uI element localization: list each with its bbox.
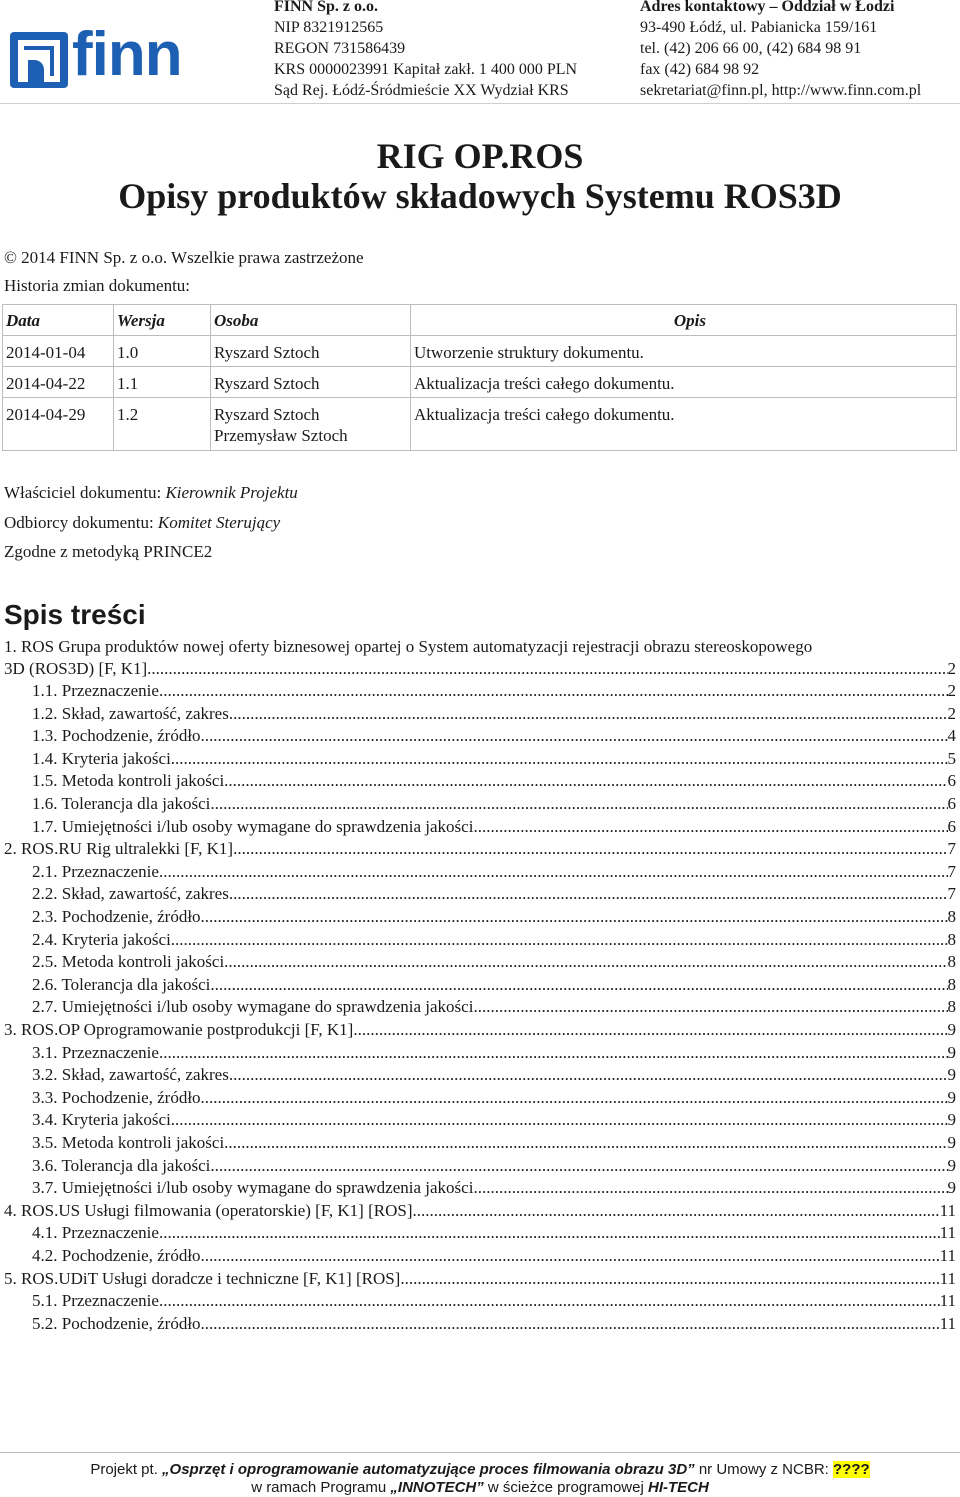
toc-leader-dots (171, 1109, 948, 1131)
toc-leader-dots (224, 1132, 947, 1154)
document-title: RIG OP.ROS (376, 136, 584, 176)
toc-entry-label: 1.6. Tolerancja dla jakości (32, 794, 211, 813)
toc-leader-dots (224, 951, 947, 973)
contact-details (640, 0, 921, 101)
toc-entry[interactable] (32, 725, 956, 747)
toc-entry-label: 1.4. Kryteria jakości (32, 749, 171, 768)
row-version: 1.0 (114, 336, 211, 367)
row-version: 1.1 (114, 367, 211, 398)
toc-entry[interactable] (32, 883, 956, 905)
toc-entry[interactable] (32, 1087, 956, 1109)
history-table (2, 304, 957, 451)
toc-entry-label: 1.1. Przeznaczenie (32, 681, 159, 700)
toc-page-number: 2 (947, 659, 956, 678)
toc-page-number: 8 (947, 952, 956, 971)
toc-leader-dots (229, 883, 948, 905)
toc-entry-label: 4. ROS.US Usługi filmowania (operatorskie) [F, K1] [ROS] (4, 1201, 413, 1220)
row-person (211, 398, 411, 451)
toc-entry[interactable] (32, 1155, 956, 1177)
toc-leader-dots (159, 1222, 940, 1244)
toc-leader-dots (171, 929, 948, 951)
footer-line-2 (0, 1478, 960, 1497)
recipients-value: Komitet Sterujący (157, 513, 281, 532)
toc-page-number: 9 (947, 1020, 956, 1039)
company-court: Sąd Rej. Łódź-Śródmieście XX Wydział KRS (274, 82, 569, 99)
row-person: Ryszard Sztoch (211, 367, 411, 398)
toc-leader-dots (210, 1155, 947, 1177)
footer-contract-label: nr Umowy z NCBR: (694, 1461, 834, 1478)
toc-leader-dots (159, 1290, 940, 1312)
toc-page-number: 9 (947, 1133, 956, 1152)
toc-page-number: 11 (939, 1291, 956, 1310)
toc-entry-label: 2.5. Metoda kontroli jakości (32, 952, 225, 971)
toc-entry[interactable] (32, 1290, 956, 1312)
toc-entry[interactable] (4, 838, 956, 860)
toc-page-number: 6 (947, 817, 956, 836)
toc-page-number: 6 (947, 794, 956, 813)
toc-entry[interactable] (4, 1019, 956, 1041)
col-person-header: Osoba (211, 305, 411, 336)
owner-line (4, 482, 298, 503)
contact-fax: fax (42) 684 98 92 (640, 61, 760, 78)
toc-entry-label: 2.6. Tolerancja dla jakości (32, 975, 211, 994)
toc-leader-dots (353, 1019, 947, 1041)
footer-path-label: w ścieżce programowej (483, 1479, 648, 1496)
toc-entry-label: 4.1. Przeznaczenie (32, 1223, 159, 1242)
recipients-label: Odbiorcy dokumentu: (4, 513, 158, 532)
footer-project-title: „Osprzęt i oprogramowanie automatyzujące proces filmowania obrazu 3D” (162, 1461, 695, 1478)
toc-entry-label: 3.6. Tolerancja dla jakości (32, 1156, 211, 1175)
row-date: 2014-04-22 (3, 367, 114, 398)
owner-value: Kierownik Projektu (165, 483, 298, 502)
recipients-line (4, 512, 280, 533)
row-desc: Aktualizacja treści całego dokumentu. (411, 367, 957, 398)
toc-entry-label: 2.2. Skład, zawartość, zakres (32, 884, 229, 903)
toc-entry[interactable] (32, 1245, 956, 1267)
toc-page-number: 11 (939, 1314, 956, 1333)
toc-entry-label: 2. ROS.RU Rig ultralekki [F, K1] (4, 839, 234, 858)
toc-entry[interactable] (32, 703, 956, 725)
toc-entry-label: 3.5. Metoda kontroli jakości (32, 1133, 225, 1152)
toc-page-number: 4 (947, 726, 956, 745)
toc-leader-dots (473, 1177, 947, 1199)
company-name: FINN Sp. z o.o. (274, 0, 379, 15)
toc-page-number: 7 (947, 839, 956, 858)
toc-leader-dots (201, 906, 948, 928)
company-krs: KRS 0000023991 Kapitał zakł. 1 400 000 PLN (274, 61, 578, 78)
toc-page-number: 11 (939, 1201, 956, 1220)
footer-line-1 (0, 1460, 960, 1479)
row-date: 2014-04-29 (3, 398, 114, 451)
toc-entry[interactable] (32, 680, 956, 702)
owner-label: Właściciel dokumentu: (4, 483, 166, 502)
methodology-line: Zgodne z metodyką PRINCE2 (4, 542, 213, 561)
footer-prefix: Projekt pt. (90, 1461, 163, 1478)
toc-entry-label: 1.7. Umiejętności i/lub osoby wymagane do sprawdzenia jakości (32, 817, 474, 836)
contact-address: 93-490 Łódź, ul. Pabianicka 159/161 (640, 19, 878, 36)
contact-phone: tel. (42) 206 66 00, (42) 684 98 91 (640, 40, 862, 57)
toc-entry[interactable] (32, 1177, 956, 1199)
toc-page-number: 9 (947, 1110, 956, 1129)
logo-wordmark: finn (72, 20, 182, 89)
row-person-2: Przemysław Sztoch (214, 426, 348, 445)
table-row (3, 367, 957, 398)
company-details (274, 0, 577, 101)
toc-entry[interactable] (32, 770, 956, 792)
toc-leader-dots (171, 748, 948, 770)
toc-leader-dots (210, 974, 947, 996)
toc-page-number: 5 (947, 749, 956, 768)
toc-title: Spis treści (4, 599, 146, 630)
toc-entry[interactable] (32, 1064, 956, 1086)
header-divider (0, 103, 960, 104)
toc-entry-label: 3.4. Kryteria jakości (32, 1110, 171, 1129)
toc-leader-dots (201, 1313, 940, 1335)
toc-entry-label: 3.7. Umiejętności i/lub osoby wymagane do sprawdzenia jakości (32, 1178, 474, 1197)
toc-entry[interactable] (32, 861, 956, 883)
toc-leader-dots (159, 861, 948, 883)
toc-leader-dots (159, 680, 948, 702)
toc-leader-dots (473, 816, 947, 838)
toc-entry[interactable] (32, 1132, 956, 1154)
toc-page-number: 9 (947, 1156, 956, 1175)
toc-leader-dots (473, 996, 947, 1018)
toc-entry[interactable] (4, 1268, 956, 1290)
toc-page-number: 11 (939, 1246, 956, 1265)
toc-page-number: 9 (947, 1088, 956, 1107)
toc-entry-label: 3D (ROS3D) [F, K1] (4, 659, 148, 678)
toc-entry[interactable] (32, 951, 956, 973)
toc-entry[interactable] (32, 996, 956, 1018)
toc-page-number: 9 (947, 1065, 956, 1084)
company-regon: REGON 731586439 (274, 40, 406, 57)
toc-page-number: 7 (947, 884, 956, 903)
footer-contract-number: ???? (833, 1461, 870, 1478)
toc-leader-dots (147, 658, 947, 680)
toc-leader-dots (210, 793, 947, 815)
footer-program-prefix: w ramach Programu (251, 1479, 391, 1496)
toc-entry-label: 1.2. Skład, zawartość, zakres (32, 704, 229, 723)
toc-entry-label: 3. ROS.OP Oprogramowanie postprodukcji [F, K1] (4, 1020, 354, 1039)
footer-divider (0, 1452, 960, 1453)
contact-heading: Adres kontaktowy – Oddział w Łodzi (640, 0, 895, 15)
document-subtitle: Opisy produktów składowych Systemu ROS3D (118, 176, 842, 216)
toc-page-number: 2 (947, 681, 956, 700)
row-desc: Aktualizacja treści całego dokumentu. (411, 398, 957, 451)
toc-entry[interactable] (32, 1222, 956, 1244)
contact-email-web[interactable]: sekretariat@finn.pl, http://www.finn.com.pl (640, 82, 922, 99)
col-date-header: Data (3, 305, 114, 336)
toc-entry[interactable] (32, 816, 956, 838)
toc-entry-label: 2.4. Kryteria jakości (32, 930, 171, 949)
footer-path-name: HI-TECH (647, 1479, 709, 1496)
row-desc: Utworzenie struktury dokumentu. (411, 336, 957, 367)
row-version: 1.2 (114, 398, 211, 451)
toc-entry-label: 5.2. Pochodzenie, źródło (32, 1314, 201, 1333)
toc-entry[interactable] (4, 1200, 956, 1222)
toc-entry[interactable] (32, 1042, 956, 1064)
toc-leader-dots (201, 1245, 940, 1267)
toc-entry[interactable] (32, 929, 956, 951)
toc-page-number: 8 (947, 997, 956, 1016)
toc-entry-label: 2.3. Pochodzenie, źródło (32, 907, 201, 926)
toc-entry[interactable] (32, 1109, 956, 1131)
toc-entry-1-line2[interactable] (4, 658, 956, 680)
history-header-row (3, 305, 957, 336)
toc-entry-label: 2.1. Przeznaczenie (32, 862, 159, 881)
col-desc-header: Opis (411, 305, 957, 336)
toc-entry[interactable] (32, 793, 956, 815)
toc-entry-label: 1.5. Metoda kontroli jakości (32, 771, 225, 790)
footer-program-name: „INNOTECH” (390, 1479, 484, 1496)
toc-page-number: 6 (947, 771, 956, 790)
toc-page-number: 9 (947, 1043, 956, 1062)
toc-page-number: 11 (939, 1269, 956, 1288)
row-date: 2014-01-04 (3, 336, 114, 367)
toc-leader-dots (224, 770, 947, 792)
toc-entry-label: 1.3. Pochodzenie, źródło (32, 726, 201, 745)
toc-page-number: 8 (947, 975, 956, 994)
toc-page-number: 8 (947, 930, 956, 949)
toc-page-number: 11 (939, 1223, 956, 1242)
copyright-notice: © 2014 FINN Sp. z o.o. Wszelkie prawa zastrzeżone (4, 248, 364, 267)
toc-leader-dots (229, 703, 948, 725)
table-row (3, 398, 957, 451)
toc-entry[interactable] (32, 748, 956, 770)
toc-leader-dots (233, 838, 947, 860)
toc-leader-dots (229, 1064, 948, 1086)
company-nip: NIP 8321912565 (274, 19, 384, 36)
toc-entry[interactable] (32, 974, 956, 996)
toc-entry[interactable] (32, 906, 956, 928)
toc-entry-label: 3.1. Przeznaczenie (32, 1043, 159, 1062)
toc-leader-dots (400, 1268, 939, 1290)
toc-entry[interactable] (32, 1313, 956, 1335)
toc-leader-dots (201, 725, 948, 747)
toc-page-number: 9 (947, 1178, 956, 1197)
toc-entry-label: 4.2. Pochodzenie, źródło (32, 1246, 201, 1265)
toc-page-number: 8 (947, 907, 956, 926)
col-version-header: Wersja (114, 305, 211, 336)
toc-entry-label: 3.2. Skład, zawartość, zakres (32, 1065, 229, 1084)
toc-entry-label: 5.1. Przeznaczenie (32, 1291, 159, 1310)
toc-page-number: 2 (947, 704, 956, 723)
toc-leader-dots (159, 1042, 948, 1064)
toc-entry-1-line1[interactable]: 1. ROS Grupa produktów nowej oferty biznesowej opartej o System automatyzacji rejestracji obrazu stereoskopowego (4, 637, 813, 656)
toc-leader-dots (201, 1087, 948, 1109)
row-person: Ryszard Sztoch (211, 336, 411, 367)
toc-leader-dots (413, 1200, 940, 1222)
row-person-1: Ryszard Sztoch (214, 405, 320, 424)
toc-entry-label: 3.3. Pochodzenie, źródło (32, 1088, 201, 1107)
table-row (3, 336, 957, 367)
history-label: Historia zmian dokumentu: (4, 276, 191, 295)
toc-page-number: 7 (947, 862, 956, 881)
toc-entry-label: 5. ROS.UDiT Usługi doradcze i techniczne [F, K1] [ROS] (4, 1269, 401, 1288)
toc-entry-label: 2.7. Umiejętności i/lub osoby wymagane do sprawdzenia jakości (32, 997, 474, 1016)
